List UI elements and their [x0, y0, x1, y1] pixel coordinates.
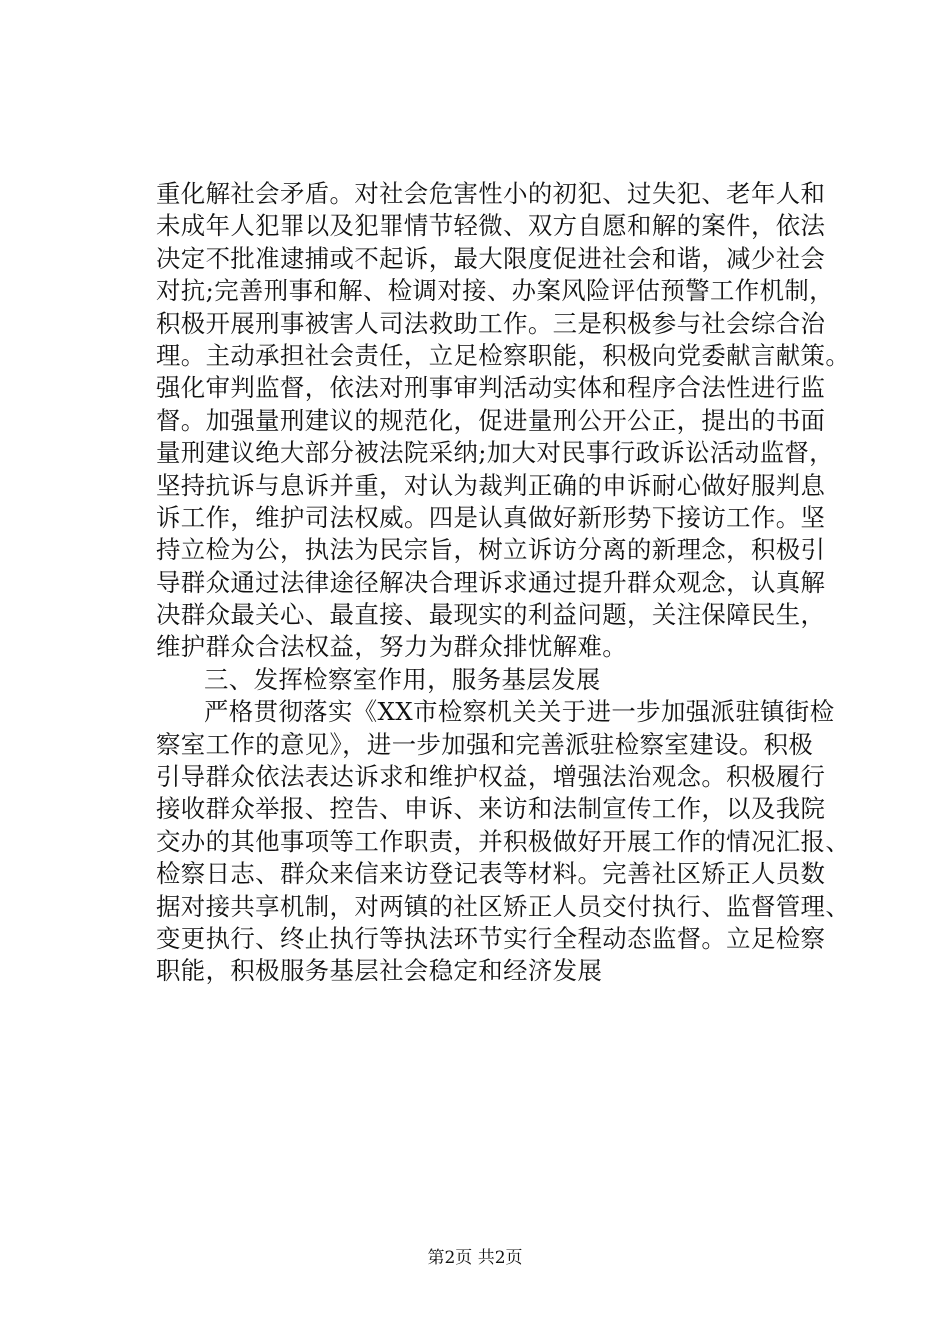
text-line: 检察日志、群众来信来访登记表等材料。完善社区矫正人员数	[156, 859, 826, 889]
text-line: 积极开展刑事被害人司法救助工作。三是积极参与社会综合治	[156, 308, 826, 338]
text-line: 决群众最关心、最直接、最现实的利益问题，关注保障民生，	[156, 600, 826, 630]
text-line: 职能，积极服务基层社会稳定和经济发展	[156, 956, 603, 986]
page-number-footer: 第2页 共2页	[427, 1248, 523, 1268]
text-line: 据对接共享机制，对两镇的社区矫正人员交付执行、监督管理、	[156, 891, 851, 921]
text-line: 引导群众依法表达诉求和维护权益，增强法治观念。积极履行	[156, 762, 826, 792]
section-heading: 三、发挥检察室作用，服务基层发展	[204, 664, 601, 694]
text-line: 对抗;完善刑事和解、检调对接、办案风险评估预警工作机制，	[156, 276, 834, 306]
text-line: 交办的其他事项等工作职责，并积极做好开展工作的情况汇报、	[156, 826, 851, 856]
text-line: 决定不批准逮捕或不起诉，最大限度促进社会和谐，减少社会	[156, 243, 826, 273]
text-line: 察室工作的意见》，进一步加强和完善派驻检察室建设。积极	[156, 729, 814, 759]
text-line: 维护群众合法权益，努力为群众排忧解难。	[156, 632, 628, 662]
text-line: 导群众通过法律途径解决合理诉求通过提升群众观念，认真解	[156, 567, 826, 597]
text-line: 坚持抗诉与息诉并重，对认为裁判正确的申诉耐心做好服判息	[156, 470, 826, 500]
text-line: 重化解社会矛盾。对社会危害性小的初犯、过失犯、老年人和	[156, 179, 826, 208]
body-text	[156, 178, 856, 988]
text-line: 诉工作，维护司法权威。四是认真做好新形势下接访工作。坚	[156, 502, 826, 532]
text-line: 严格贯彻落实《XX市检察机关关于进一步加强派驻镇街检	[204, 697, 835, 727]
text-line: 督。加强量刑建议的规范化，促进量刑公开公正，提出的书面	[156, 405, 826, 435]
text-line: 强化审判监督，依法对刑事审判活动实体和程序合法性进行监	[156, 373, 826, 403]
text-line: 接收群众举报、控告、申诉、来访和法制宣传工作，以及我院	[156, 794, 826, 824]
text-line: 理。主动承担社会责任，立足检察职能，积极向党委献言献策。	[156, 340, 851, 370]
text-line: 未成年人犯罪以及犯罪情节轻微、双方自愿和解的案件，依法	[156, 211, 826, 241]
text-line: 量刑建议绝大部分被法院采纳;加大对民事行政诉讼活动监督，	[156, 438, 834, 468]
text-line: 变更执行、终止执行等执法环节实行全程动态监督。立足检察	[156, 923, 826, 953]
text-line: 持立检为公，执法为民宗旨，树立诉访分离的新理念，积极引	[156, 535, 826, 565]
